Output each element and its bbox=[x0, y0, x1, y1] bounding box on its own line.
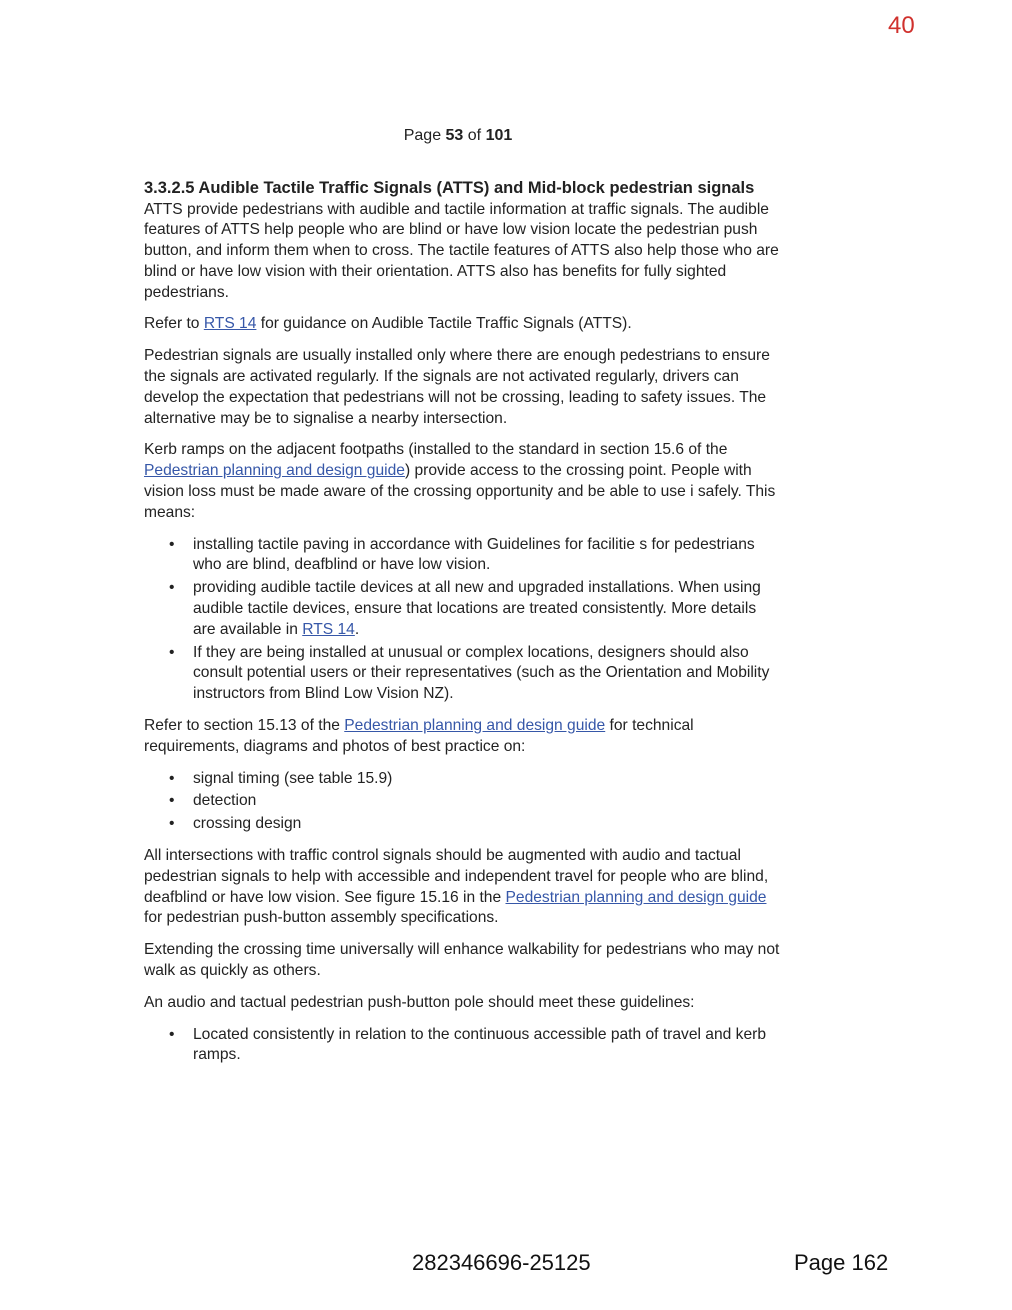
paragraph-crossing-time: Extending the crossing time universally will enhance walkability for pedestrians who may not walk as quickly as others. bbox=[144, 941, 780, 979]
list-item: • installing tactile paving in accordance with Guidelines for facilitie s for pedestrians who are blind, deafblind or have low vision. bbox=[193, 535, 780, 577]
rts14-link[interactable]: RTS 14 bbox=[203, 315, 257, 333]
list-item-text: providing audible tactile devices at all new and upgraded installations. When using audible tactile devices, ensure that locations are treated consistently. More details are available in bbox=[193, 579, 761, 638]
list-item: • detection bbox=[193, 791, 780, 812]
paragraph-text: Kerb ramps on the adjacent footpaths (installed to the standard in section 15.6 of the bbox=[144, 441, 728, 459]
page-header-prefix: Page bbox=[403, 127, 446, 144]
paragraph-text: for guidance on Audible Tactile Traffic Signals (ATTS). bbox=[256, 315, 632, 333]
list-item: • Located consistently in relation to the continuous accessible path of travel and kerb ramps. bbox=[193, 1025, 780, 1067]
paragraph-refer-section bbox=[144, 716, 780, 758]
section-heading: 3.3.2.5 Audible Tactile Traffic Signals (ATTS) and Mid-block pedestrian signals bbox=[144, 179, 755, 197]
paragraph-text: Refer to bbox=[144, 315, 204, 333]
list-item-text: . bbox=[354, 620, 360, 638]
paragraph-text: ) provide access to the crossing point. People with vision loss must be made aware of the crossing opportunity and be able to use i safely. This means: bbox=[144, 462, 776, 521]
pedestrian-guide-link[interactable]: Pedestrian planning and design guide bbox=[344, 717, 606, 735]
page-header-middle: of bbox=[463, 127, 486, 144]
document-body bbox=[144, 178, 780, 1077]
page-header-current: 53 bbox=[445, 127, 464, 144]
page-stamp-number: 40 bbox=[888, 12, 915, 39]
paragraph-atts-intro: ATTS provide pedestrians with audible and tactile information at traffic signals. The audible features of ATTS help people who are blind or have low vision locate the pedestrian push button, and inform them when to cross. The tactile features of ATTS also help those who are blind or have low vision with their orientation. ATTS also has benefits for fully sighted pedestrians. bbox=[144, 200, 779, 301]
paragraph-intersections bbox=[144, 846, 780, 929]
list-item: • If they are being installed at unusual or complex locations, designers should also consult potential users or their representatives (such as the Orientation and Mobility instructors from Blind Low Vision NZ). bbox=[193, 643, 780, 705]
list-item: • crossing design bbox=[193, 814, 780, 835]
paragraph-text: for technical requirements, diagrams and photos of best practice on: bbox=[144, 717, 694, 755]
list-item bbox=[193, 578, 780, 640]
bullet-list-means bbox=[144, 535, 780, 705]
paragraph-text: Refer to section 15.13 of the bbox=[144, 717, 345, 735]
rts14-link[interactable]: RTS 14 bbox=[302, 620, 355, 638]
paragraph-text: All intersections with traffic control signals should be augmented with audio and tactual pedestrian signals to help with accessible and independent travel for people who are blind, deafblind or have low vision. See figure 15.16 in the bbox=[144, 847, 769, 906]
page-header bbox=[0, 127, 916, 145]
paragraph-pedestrian-signals: Pedestrian signals are usually installed only where there are enough pedestrians to ensure the signals are activated regularly. If the signals are not activated regularly, drivers can develop the expectation that pedestrians will not be crossing, leading to safety issues. The alternative may be to signalise a nearby intersection. bbox=[144, 347, 770, 427]
pedestrian-guide-link[interactable]: Pedestrian planning and design guide bbox=[144, 462, 405, 480]
paragraph-push-button-pole: An audio and tactual pedestrian push-button pole should meet these guidelines: bbox=[144, 993, 695, 1011]
pedestrian-guide-link[interactable]: Pedestrian planning and design guide bbox=[505, 888, 767, 906]
paragraph-refer-rts14 bbox=[144, 314, 780, 335]
page-header-total: 101 bbox=[485, 127, 513, 144]
footer-page-number: Page 162 bbox=[794, 1250, 889, 1275]
list-item: • signal timing (see table 15.9) bbox=[193, 769, 780, 790]
footer-document-id: 282346696-25125 bbox=[412, 1250, 591, 1275]
paragraph-kerb-ramps bbox=[144, 440, 780, 523]
bullet-list-best-practice bbox=[144, 769, 780, 835]
paragraph-text: for pedestrian push-button assembly specifications. bbox=[144, 909, 499, 927]
bullet-list-guidelines bbox=[144, 1025, 780, 1067]
